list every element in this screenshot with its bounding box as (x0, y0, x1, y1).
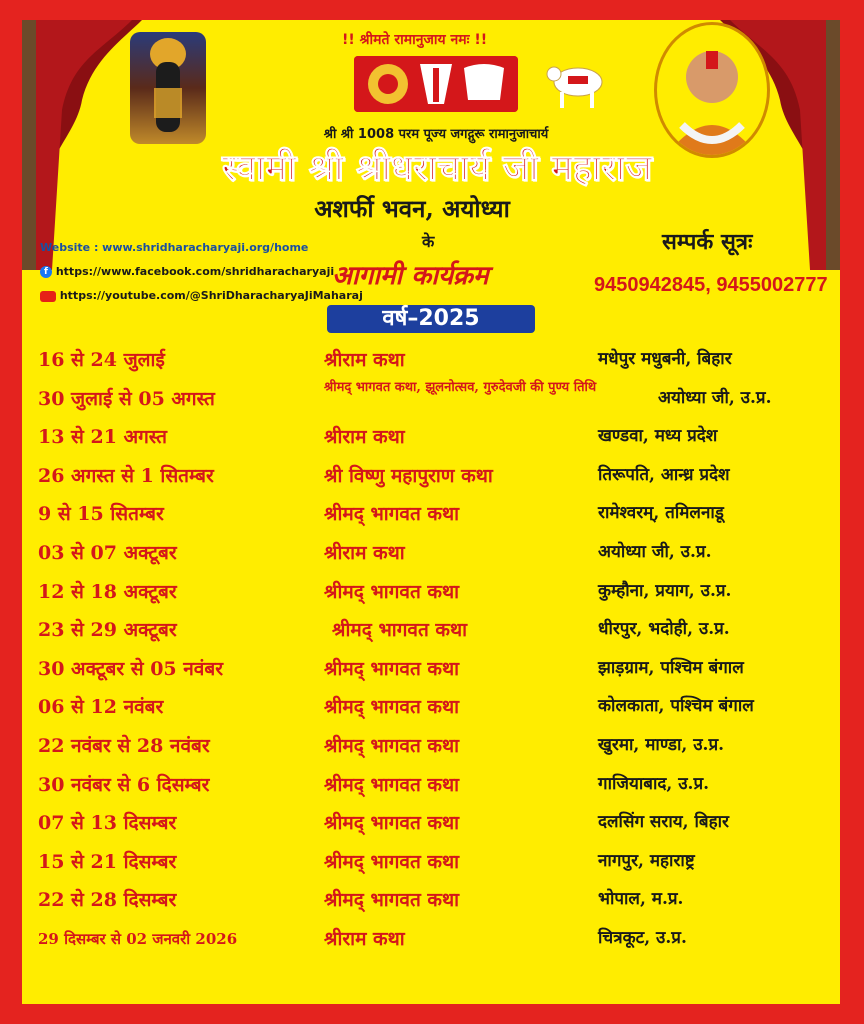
schedule-row (38, 496, 838, 535)
contact-phones[interactable]: 9450942845, 9455002777 (594, 274, 828, 296)
schedule-event: श्रीराम कथा (324, 927, 405, 950)
schedule-event: श्रीमद् भागवत कथा, झूलनोत्सव, गुरुदेवजी की पुण्य तिथि (324, 379, 597, 395)
schedule-row (38, 728, 838, 767)
deity-image (130, 32, 206, 144)
schedule-location: दलसिंग सराय, बिहार (598, 812, 729, 833)
schedule-location: रामेश्वरम्, तमिलनाडू (598, 503, 724, 524)
youtube-icon (40, 291, 56, 302)
website-label: Website : (40, 241, 103, 254)
schedule-date: 26 अगस्त से 1 सितम्बर (38, 464, 214, 487)
main-title: स्वामी श्री श्रीधराचार्य जी महाराज (222, 147, 652, 189)
schedule-event: श्रीमद् भागवत कथा (324, 580, 460, 603)
schedule-date: 30 जुलाई से 05 अगस्त (38, 387, 215, 410)
facebook-icon: f (40, 266, 52, 278)
schedule-location: तिरूपति, आन्ध्र प्रदेश (598, 464, 730, 485)
schedule-row (38, 805, 838, 844)
schedule-event: श्रीराम कथा (324, 541, 405, 564)
social-links (40, 236, 363, 308)
schedule-event: श्री विष्णु महापुराण कथा (324, 464, 493, 487)
schedule-date: 30 अक्टूबर से 05 नवंबर (38, 657, 223, 680)
schedule-event: श्रीमद् भागवत कथा (324, 734, 460, 757)
guru-portrait-image (654, 22, 770, 158)
schedule-row (38, 767, 838, 806)
schedule-event: श्रीमद् भागवत कथा (324, 696, 460, 719)
connector-text: के (422, 232, 435, 251)
schedule-location: गाजियाबाद, उ.प्र. (598, 773, 710, 794)
place-title: अशर्फी भवन, अयोध्या (314, 194, 510, 223)
schedule-row (38, 844, 838, 883)
schedule-date: 22 नवंबर से 28 नवंबर (38, 734, 210, 757)
year-badge: वर्ष–2025 (327, 305, 535, 333)
schedule-date: 16 से 24 जुलाई (38, 349, 165, 371)
schedule-location: धीरपुर, भदोही, उ.प्र. (598, 619, 730, 640)
schedule-date: 23 से 29 अक्टूबर (38, 619, 177, 642)
schedule-row (38, 882, 838, 921)
schedule-location: झाड़ग्राम, पश्चिम बंगाल (598, 657, 744, 678)
schedule-location: मधेपुर मधुबनी, बिहार (598, 349, 732, 369)
cow-image (542, 54, 612, 112)
schedule-location: अयोध्या जी, उ.प्र. (598, 541, 712, 562)
youtube-link[interactable]: https://youtube.com/@ShriDharacharyaJiMaharaj (59, 289, 363, 302)
schedule-row (38, 574, 838, 613)
schedule-location: चित्रकूट, उ.प्र. (598, 927, 687, 948)
tilak-symbol-image (354, 56, 518, 112)
schedule-location: भोपाल, म.प्र. (598, 889, 684, 910)
schedule-date: 9 से 15 सितम्बर (38, 503, 164, 526)
schedule-location: अयोध्या जी, उ.प्र. (658, 387, 772, 408)
schedule-location: कुम्हौना, प्रयाग, उ.प्र. (598, 580, 732, 601)
schedule-event: श्रीराम कथा (324, 426, 405, 449)
youtube-row[interactable] (40, 284, 363, 308)
schedule-event: श्रीमद् भागवत कथा (324, 503, 460, 526)
facebook-link[interactable]: https://www.facebook.com/shridharacharyaji (55, 265, 335, 278)
facebook-row[interactable] (40, 260, 363, 284)
schedule-row (38, 342, 838, 381)
schedule-event: श्रीमद् भागवत कथा (324, 773, 460, 796)
schedule-row (38, 651, 838, 690)
schedule-row (38, 612, 838, 651)
schedule-event: श्रीमद् भागवत कथा (332, 619, 468, 642)
schedule-row (38, 458, 838, 497)
contact-label: सम्पर्क सूत्रः (662, 230, 753, 255)
schedule-location: खुरमा, माण्डा, उ.प्र. (598, 734, 725, 755)
schedule-row (38, 689, 838, 728)
schedule-date: 07 से 13 दिसम्बर (38, 812, 177, 835)
invocation-text: !! श्रीमते रामानुजाय नमः !! (342, 32, 488, 48)
schedule-date: 03 से 07 अक्टूबर (38, 541, 177, 564)
schedule-date: 13 से 21 अगस्त (38, 426, 168, 449)
schedule-event: श्रीराम कथा (324, 349, 405, 371)
schedule-location: नागपुर, महाराष्ट्र (598, 850, 695, 871)
schedule-location: कोलकाता, पश्चिम बंगाल (598, 696, 754, 717)
schedule-date: 29 दिसम्बर से 02 जनवरी 2026 (38, 929, 238, 948)
schedule-location: खण्डवा, मध्य प्रदेश (598, 426, 718, 447)
schedule-event: श्रीमद् भागवत कथा (324, 850, 460, 873)
schedule-date: 22 से 28 दिसम्बर (38, 889, 177, 912)
schedule-event: श्रीमद् भागवत कथा (324, 889, 460, 912)
schedule-event: श्रीमद् भागवत कथा (324, 657, 460, 680)
schedule-date: 15 से 21 दिसम्बर (38, 850, 177, 873)
schedule-event: श्रीमद् भागवत कथा (324, 812, 460, 835)
event-poster (22, 20, 840, 1004)
website-row[interactable] (40, 236, 363, 260)
schedule-row (38, 921, 838, 960)
schedule-date: 30 नवंबर से 6 दिसम्बर (38, 773, 210, 796)
website-link[interactable]: www.shridharacharyaji.org/home (102, 241, 309, 254)
schedule-row (38, 535, 838, 574)
schedule-row (38, 381, 838, 420)
schedule-date: 06 से 12 नवंबर (38, 696, 164, 719)
program-title: आगामी कार्यक्रम (332, 261, 489, 291)
schedule-date: 12 से 18 अक्टूबर (38, 580, 177, 603)
schedule-list (38, 342, 838, 960)
honorific-subtitle: श्री श्री 1008 परम पूज्य जगद्गुरू रामानुजाचार्य (323, 127, 549, 142)
schedule-row (38, 419, 838, 458)
